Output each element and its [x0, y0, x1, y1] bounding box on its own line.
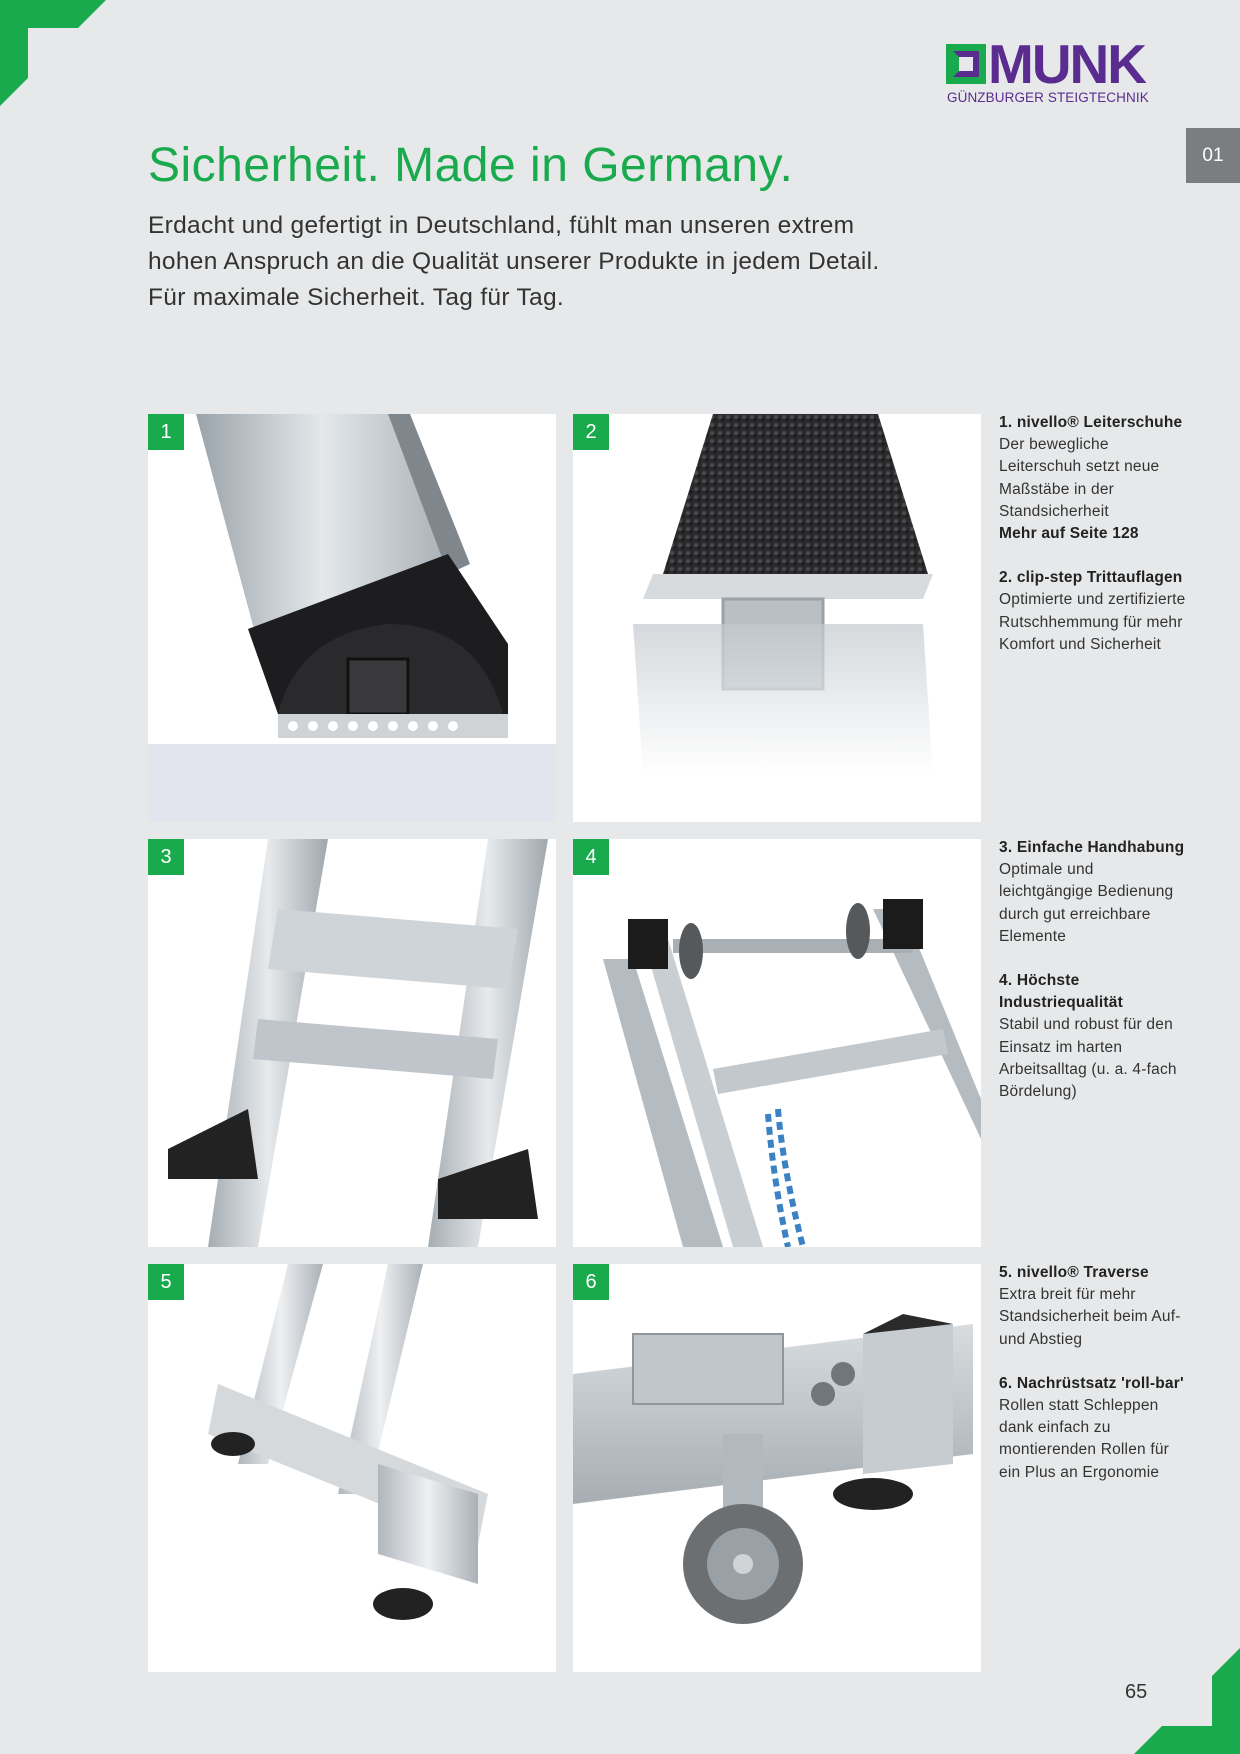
- feature-text: Der bewegliche Leiterschuh setzt neue Maßstäbe in der Standsicherheit: [999, 436, 1160, 520]
- handling-illustration: [148, 839, 556, 1247]
- photo-badge: 2: [573, 414, 609, 450]
- photo-roll-bar: [573, 1264, 981, 1672]
- photo-badge: 6: [573, 1264, 609, 1300]
- photo-industrial-quality: [573, 839, 981, 1247]
- feature-item: [999, 412, 1189, 545]
- ladder-shoe-illustration: [148, 414, 556, 822]
- corner-decoration-bottom-right: [1134, 1648, 1240, 1754]
- feature-item: [999, 1373, 1189, 1484]
- feature-list-group-1: [999, 412, 1189, 678]
- feature-title: 6. Nachrüstsatz 'roll-bar': [999, 1374, 1184, 1392]
- brand-logo: [946, 33, 1152, 108]
- photo-badge: 5: [148, 1264, 184, 1300]
- roll-bar-illustration: [573, 1264, 981, 1672]
- feature-item: [999, 837, 1189, 948]
- photo-badge: 1: [148, 414, 184, 450]
- feature-title: 5. nivello® Traverse: [999, 1264, 1149, 1281]
- tread-illustration: [573, 414, 981, 822]
- brand-subtitle: GÜNZBURGER STEIGTECHNIK: [947, 90, 1149, 105]
- rollers-illustration: [573, 839, 981, 1247]
- feature-text: Rollen statt Schleppen dank einfach zu montierenden Rollen für ein Plus an Ergonomie: [999, 1397, 1170, 1481]
- feature-item: [999, 1262, 1189, 1351]
- photo-badge: 4: [573, 839, 609, 875]
- corner-decoration-top-left: [0, 0, 106, 106]
- feature-title: 2. clip-step Trittauflagen: [999, 569, 1183, 587]
- feature-item: [999, 567, 1189, 656]
- photo-traverse: [148, 1264, 556, 1672]
- feature-title: 1. nivello® Leiterschuhe: [999, 414, 1183, 431]
- page-number: 65: [1125, 1681, 1148, 1703]
- photo-badge: 3: [148, 839, 184, 875]
- brand-name: MUNK: [988, 33, 1145, 95]
- feature-item: [999, 970, 1189, 1103]
- intro-paragraph: Erdacht und gefertigt in Deutschland, fühlt man unseren extrem hohen Anspruch an die Qualität unserer Produkte in jedem Detail. Für maximale Sicherheit. Tag für Tag.: [148, 212, 880, 311]
- feature-text: Stabil und robust für den Einsatz im harten Arbeitsalltag (u. a. 4-fach Bördelung): [999, 1016, 1177, 1101]
- page-title: Sicherheit. Made in Germany.: [148, 139, 794, 192]
- feature-list-group-2: [999, 837, 1189, 1125]
- munk-logo-icon: [946, 44, 986, 84]
- feature-list-group-3: [999, 1262, 1189, 1506]
- photo-ladder-shoe: [148, 414, 556, 822]
- feature-title: 4. Höchste Industriequalität: [999, 972, 1123, 1012]
- photo-tread-surface: [573, 414, 981, 822]
- photo-handling: [148, 839, 556, 1247]
- feature-text: Optimale und leichtgängige Bedienung durch gut erreichbare Elemente: [999, 861, 1174, 945]
- feature-text: Extra breit für mehr Standsicherheit beim Auf- und Abstieg: [999, 1286, 1181, 1348]
- chapter-tab[interactable]: 01: [1186, 128, 1240, 183]
- feature-more-link[interactable]: Mehr auf Seite 128: [999, 525, 1139, 543]
- feature-text: Optimierte und zertifizierte Rutschhemmung für mehr Komfort und Sicherheit: [999, 591, 1186, 653]
- traverse-illustration: [148, 1264, 556, 1672]
- feature-title: 3. Einfache Handhabung: [999, 839, 1185, 856]
